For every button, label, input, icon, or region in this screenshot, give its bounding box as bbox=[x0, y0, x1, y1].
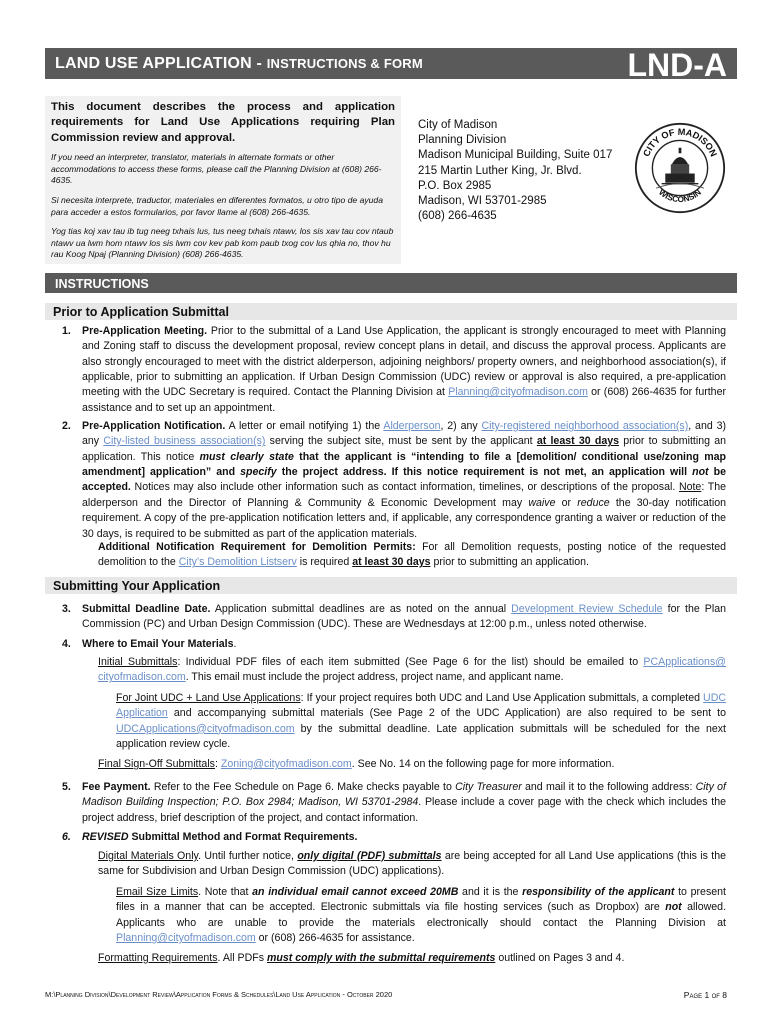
planning-email-link[interactable]: Planning@cityofmadison.com bbox=[448, 386, 588, 399]
interpreter-spanish: Si necesita interprete, traductor, materiales en diferentes formatos, u otro tipo de ayuda para acceder a estos formularios, por favor llame al (608) 266-4635. bbox=[51, 194, 383, 217]
demolition-listserv-link[interactable]: City’s Demolition Listserv bbox=[178, 556, 297, 569]
demolition-notification-requirement: Additional Notification Requirement for Demolition Permits: For all Demolition requests, posting notice of the requested demolition to the City’s Demolition Listserv is required at least 30 days prior to submitting an application. bbox=[98, 541, 726, 569]
neighborhood-association-link[interactable]: City-registered neighborhood association(s) bbox=[481, 420, 689, 432]
joint-udc-submittals: For Joint UDC + Land Use Applications: If your project requires both UDC and Land Use Application submittals, a completed UDC Application and accompanying submittal materials (See Page 2 of the UDC Application) are also required to be sent to UDCApplications@cityofmadison.com by the submittal deadline. Late application submittals will be scheduled for the next application review cycle. bbox=[116, 692, 726, 751]
item-where-to-email: 4. Where to Email Your Materials. bbox=[62, 638, 237, 650]
intro-box bbox=[45, 96, 401, 264]
svg-text:CITY OF MADISON: CITY OF MADISON bbox=[641, 126, 719, 159]
instructions-heading-bar: INSTRUCTIONS bbox=[45, 273, 737, 293]
alderperson-link[interactable]: Alderperson bbox=[383, 420, 441, 432]
udcapplications-email-link[interactable]: UDCApplications@cityofmadison.com bbox=[116, 722, 295, 735]
svg-text:WISCONSIN: WISCONSIN bbox=[657, 187, 703, 205]
item-submittal-method: 6. REVISED Submittal Method and Format Requirements. bbox=[62, 831, 358, 843]
interpreter-english: If you need an interpreter, translator, materials in alternate formats or other accommodations to access these forms, please call the Planning Division at (608) 266-4635. bbox=[51, 152, 382, 186]
digital-materials-only: Digital Materials Only. Until further notice, only digital (PDF) submittals are being accepted for all Land Use applications (this is the same for Subdivision and Urban Design Commission (UDC) applications). bbox=[98, 850, 726, 878]
zoning-email-link[interactable]: Zoning@cityofmadison.com bbox=[220, 758, 352, 770]
udc-application-link[interactable]: UDC Application bbox=[116, 692, 726, 720]
city-seal-icon bbox=[634, 122, 726, 214]
intro-lead: This document describes the process and application requirements for Land Use Applications requiring Plan Commission review and approval. bbox=[51, 101, 395, 144]
division-address: City of Madison Planning Division Madison Municipal Building, Suite 017 215 Martin Luther King, Jr. Blvd. P.O. Box 2985 Madison, WI 53701-2985 (608) 266-4635 bbox=[418, 119, 613, 223]
item-submittal-deadline: 3. Submittal Deadline Date. Application submittal deadlines are as noted on the annual Development Review Schedule for the Plan Commission (PC) and Urban Design Commission (UDC). These are Wednesdays at 12:00 p.m., unless noted otherwise. bbox=[62, 603, 726, 631]
file-path: M:\Planning Division\Development Review\Application Forms & Schedules\Land Use Application - October 2020 bbox=[45, 990, 393, 999]
item-pre-application-meeting: 1. Pre-Application Meeting. Prior to the submittal of a Land Use Application, the applicant is strongly encouraged to meet with Planning and Zoning staff to discuss the development proposal, review concept plans in detail, and discuss the approval process. Applicants are also strongly encouraged to meet with the district alderperson, adjoining neighbors/ property owners, and neighborhood association(s), if applicable, prior to submitting an application. If Urban Design Commission (UDC) review or approval is also required, a pre-application meeting with the UDC Secretary is required. Contact the Planning Division at Planning@cityofmadison.com or (608) 266-4635 for further assistance and to set up an appointment. bbox=[62, 325, 726, 414]
initial-submittals: Initial Submittals: Individual PDF files of each item submitted (See Page 6 for the list) should be emailed to PCApplications@ cityofmadison.com. This email must include the project address, project name, and applicant name. bbox=[98, 656, 726, 684]
development-review-schedule-link[interactable]: Development Review Schedule bbox=[511, 603, 663, 615]
pcapplications-email-link[interactable]: PCApplications@ cityofmadison.com bbox=[98, 656, 726, 684]
email-size-limits: Email Size Limits. Note that an individual email cannot exceed 20MB and it is the responsibility of the applicant to present files in a manner that can be accepted. Electronic submittals via file hosting services (such as Dropbox) are not allowed. Applicants who are unable to provide the materials electronically should contact the Planning Division at Planning@cityofmadison.com or (608) 266-4635 for assistance. bbox=[116, 886, 727, 945]
document-title: LAND USE APPLICATION - INSTRUCTIONS & FORM bbox=[55, 55, 423, 72]
form-code: LND-A bbox=[627, 47, 727, 83]
formatting-requirements: Formatting Requirements. All PDFs must comply with the submittal requirements outlined on Pages 3 and 4. bbox=[98, 952, 625, 964]
page-number: Page 1 of 8 bbox=[683, 990, 727, 1000]
item-fee-payment: 5. Fee Payment. Refer to the Fee Schedule on Page 6. Make checks payable to City Treasurer and mail it to the following address: City of Madison Building Inspection; P.O. Box 2984; Madison, WI 53701-2984. Please include a cover page with the check which includes the project address, brief description of the project, and contact information. bbox=[62, 781, 726, 824]
planning-email-link-2[interactable]: Planning@cityofmadison.com bbox=[116, 932, 256, 945]
submitting-heading: Submitting Your Application bbox=[45, 577, 737, 594]
header-bar bbox=[45, 47, 737, 83]
business-association-link[interactable]: City-listed business association(s) bbox=[103, 435, 266, 448]
prior-submittal-heading: Prior to Application Submittal bbox=[45, 303, 737, 320]
interpreter-hmong: Yog tias koj xav tau ib tug neeg txhais lus, tus neeg txhais ntawv, los sis xav tau cov ntaub ntawv ua lwm hom ntawv los sis lwm cov kev pab kom paub txog cov lus qhia no, thov hu rau Koog Npaj (Planning Division) (608) 266-4635. bbox=[51, 226, 394, 260]
final-signoff-submittals: Final Sign-Off Submittals: Zoning@cityofmadison.com. See No. 14 on the following page for more information. bbox=[98, 758, 615, 770]
item-pre-application-notification: 2. Pre-Application Notification. A letter or email notifying 1) the Alderperson, 2) any City-registered neighborhood association(s), and 3) any City-listed business association(s) serving the subject site, must be sent by the applicant at least 30 days prior to submitting an application. This notice must clearly state that the applicant is “intending to file a [demolition/ conditional use/zoning map amendment] application” and specify the project address. If this notice requirement is not met, an application will not be accepted. Notices may also include other information such as contact information, timelines, or descriptions of the proposal. Note: The alderperson and the Director of Planning & Community & Economic Development may waive or reduce the 30-day notification requirement. A copy of the pre-application notification letters and, if applicable, any correspondence granting a waiver or reduction of the 30 days, is required to be submitted as part of the application materials. bbox=[62, 420, 727, 540]
